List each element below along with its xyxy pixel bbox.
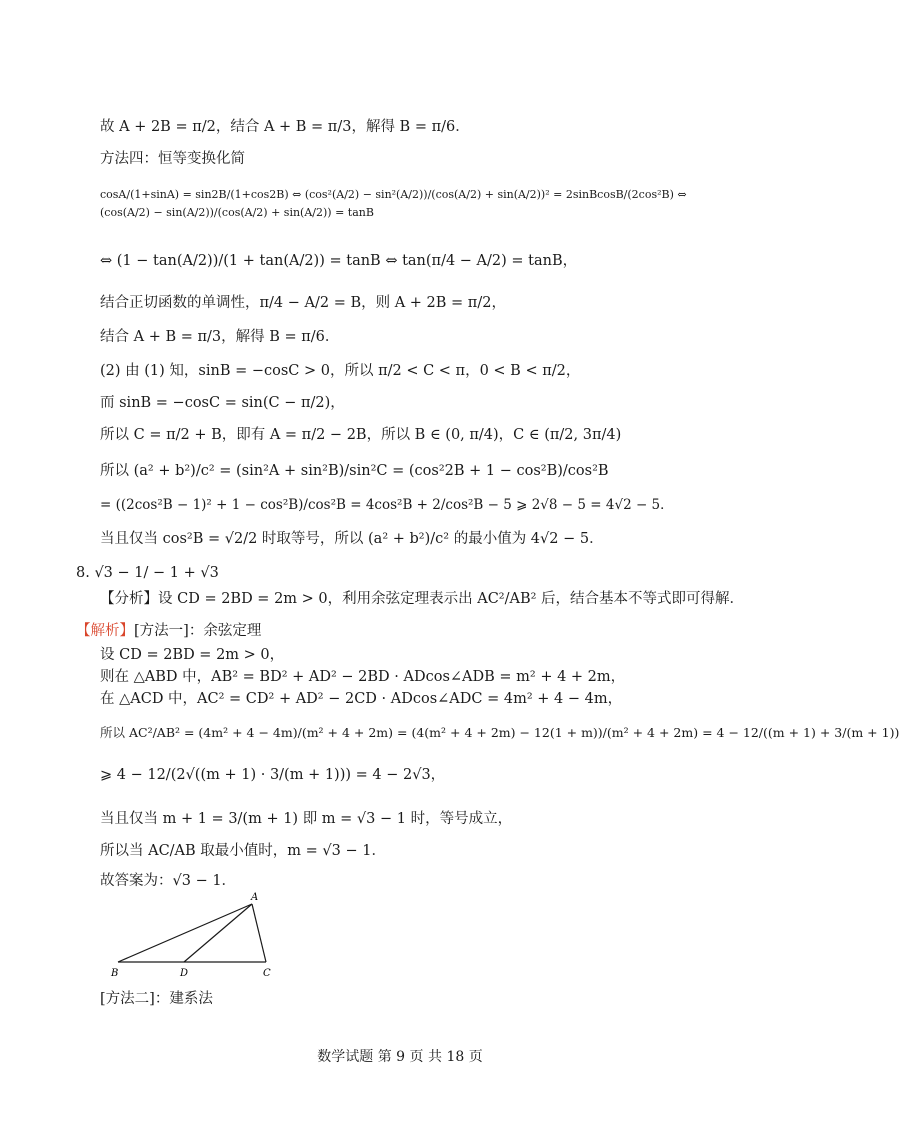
segment-ca — [252, 904, 266, 962]
page-footer: 数学试题 第 9 页 共 18 页 — [317, 1049, 483, 1065]
vertex-label-a: A — [251, 892, 259, 903]
vertex-label-b: B — [111, 968, 119, 979]
solution-line-6: 当且仅当 m + 1 = 3/(m + 1) 即 m = √3 − 1 时，等号成立， — [100, 811, 513, 827]
part-two-conclusion: 当且仅当 cos²B = √2/2 时取等号，所以 (a² + b²)/c² 的最小值为 4√2 − 5． — [100, 531, 604, 547]
solution-heading-rest: [方法一]：余弦定理 — [134, 623, 262, 639]
solution-line-7: 所以当 AC/AB 取最小值时，m = √3 − 1． — [100, 843, 386, 859]
equation-line-1: cosA/(1+sinA) = sin2B/(1+cos2B) ⇔ (cos²(A/2) − sin²(A/2))/(cos(A/2) + sin(A/2))² = 2sinBcosB/(2cos²B) ⇔ (cos(A/2) − sin(A/2))/(cos(A/2) + sin(A/2)) = tanB — [100, 188, 687, 219]
vertex-label-d: D — [180, 968, 189, 979]
part-two-line-5: = ((2cos²B − 1)² + 1 − cos²B)/cos²B = 4cos²B + 2/cos²B − 5 ⩾ 2√8 − 5 = 4√2 − 5． — [100, 497, 674, 513]
solution-line-4: 所以 AC²/AB² = (4m² + 4 − 4m)/(m² + 4 + 2m) = (4(m² + 4 + 2m) − 12(1 + m))/(m² + 4 + 2m) = 4 − 12/((m + 1) + 3/(m + 1)) — [100, 725, 899, 740]
analysis-line: 【分析】设 CD = 2BD = 2m > 0，利用余弦定理表示出 AC²/AB² 后，结合基本不等式即可得解． — [100, 591, 745, 607]
part-two-line-4: 所以 (a² + b²)/c² = (sin²A + sin²B)/sin²C = (cos²2B + 1 − cos²B)/cos²B — [100, 463, 609, 479]
text-line-monotonic: 结合正切函数的单调性，π/4 − A/2 = B，则 A + 2B = π/2， — [100, 295, 506, 311]
part-two-line-1: (2) 由 (1) 知，sinB = −cosC > 0，所以 π/2 < C < π，0 < B < π/2， — [100, 363, 581, 379]
solution-heading — [76, 622, 261, 640]
text-line-1: 故 A + 2B = π/2，结合 A + B = π/3，解得 B = π/6． — [100, 119, 470, 135]
method-two-heading: [方法二]：建系法 — [100, 991, 213, 1007]
part-two-line-2: 而 sinB = −cosC = sin(C − π/2)， — [100, 395, 345, 411]
final-answer: 故答案为：√3 − 1． — [100, 873, 237, 889]
solution-line-5: ⩾ 4 − 12/(2√((m + 1) · 3/(m + 1))) = 4 − 2√3， — [100, 767, 446, 783]
vertex-label-c: C — [263, 968, 271, 979]
solution-line-2: 则在 △ABD 中，AB² = BD² + AD² − 2BD · ADcos∠ADB = m² + 4 + 2m， — [100, 669, 626, 685]
triangle-figure — [100, 890, 290, 982]
equation-line-2: ⇔ (1 − tan(A/2))/(1 + tan(A/2)) = tanB ⇔ tan(π/4 − A/2) = tanB， — [100, 253, 578, 269]
segment-ba — [118, 904, 252, 962]
part-two-line-3: 所以 C = π/2 + B，即有 A = π/2 − 2B，所以 B ∈ (0, π/4)，C ∈ (π/2, 3π/4) — [100, 427, 622, 443]
question-8-answer: 8. √3 − 1/ − 1 + √3 — [76, 565, 219, 581]
solution-line-1: 设 CD = 2BD = 2m > 0， — [100, 647, 285, 663]
solution-tag: 【解析】 — [76, 623, 134, 639]
text-line-solve: 结合 A + B = π/3，解得 B = π/6． — [100, 329, 340, 345]
segment-da — [184, 904, 252, 962]
solution-line-3: 在 △ACD 中，AC² = CD² + AD² − 2CD · ADcos∠ADC = 4m² + 4 − 4m， — [100, 691, 623, 707]
method-four-heading: 方法四：恒等变换化简 — [100, 151, 245, 167]
